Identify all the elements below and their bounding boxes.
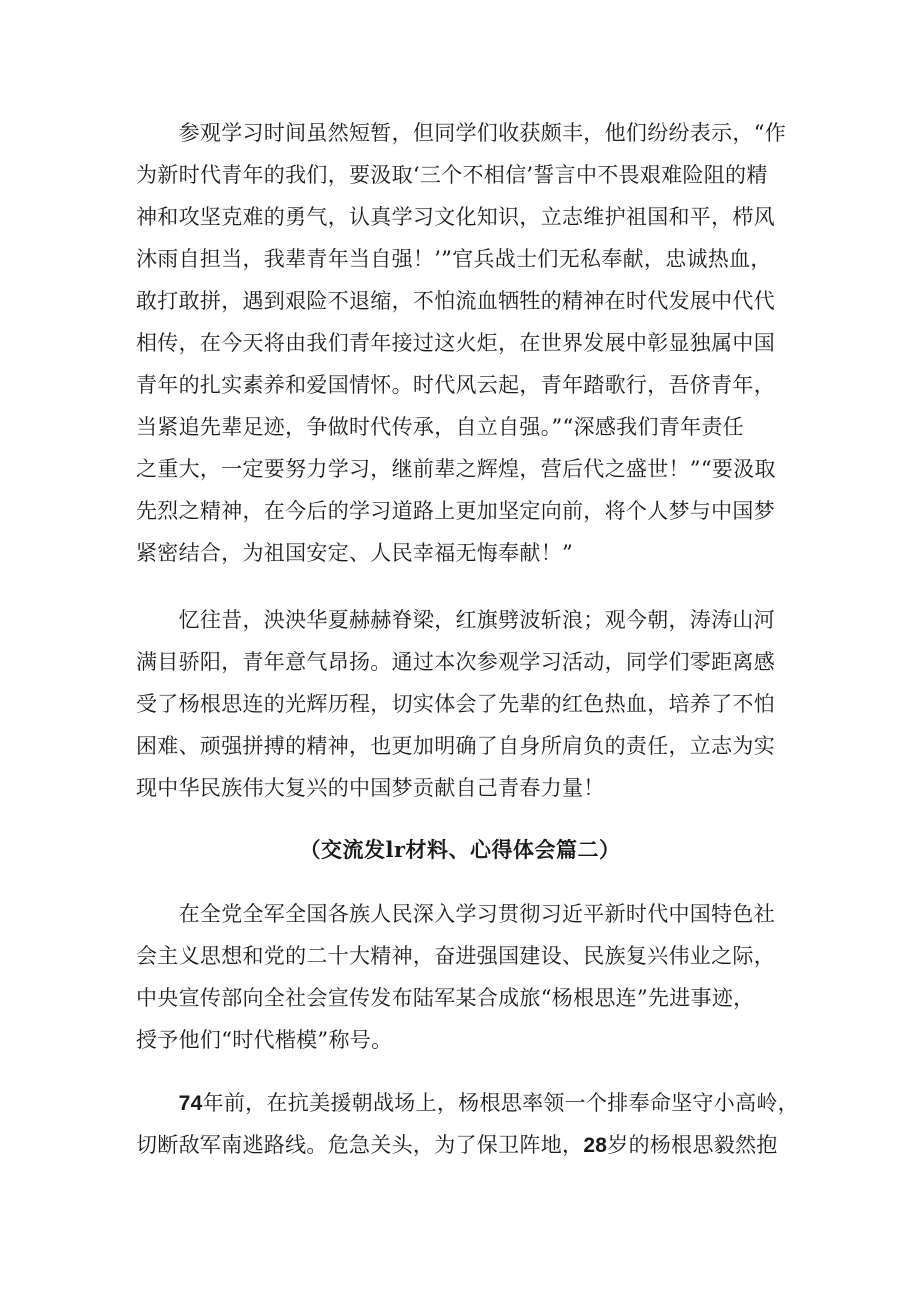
text-line: 之重大，一定要努力学习，继前辈之辉煌，营后代之盛世！”“要汲取: [136, 457, 776, 481]
text-line: 受了杨根思连的光辉历程，切实体会了先辈的红色热血，培养了不怕: [136, 692, 775, 716]
age-number: 28: [583, 1134, 608, 1157]
text-line: 相传，在今天将由我们青年接过这火炬，在世界发展中彰显独属中国: [136, 331, 775, 355]
year-number: 74: [178, 1092, 203, 1115]
text-line: 授予他们“时代楷模”称号。: [136, 1028, 393, 1052]
text-line: 先烈之精神，在今后的学习道路上更加坚定向前，将个人梦与中国梦: [136, 499, 775, 523]
text-line: 困难、顽强拼搏的精神，也更加明确了自身所肩负的责任，立志为实: [136, 734, 775, 758]
text-line: 当紧追先辈足迹，争做时代传承，自立自强。”“深感我们青年责任: [136, 415, 744, 439]
text-line: 沐雨自担当，我辈青年当自强！’”官兵战士们无私奉献，忠诚热血，: [136, 247, 772, 271]
text-segment: 年前，在抗美援朝战场上，杨根思率领一个排奉命坚守小高岭，: [202, 1091, 799, 1115]
text-segment: 岁的杨根思毅然抱: [607, 1133, 778, 1157]
text-line: 青年的扎实素养和爱国情怀。时代风云起，青年踏歌行，吾侪青年，: [136, 373, 775, 397]
paragraph-conclusion: [136, 599, 796, 809]
text-segment: 切断敌军南逃路线。危急关头，为了保卫阵地，: [136, 1133, 584, 1157]
paragraph-history: [136, 1082, 799, 1166]
text-line: [136, 1124, 796, 1166]
text-line: 会主义思想和党的二十大精神，奋进强国建设、民族复兴伟业之际，: [136, 944, 775, 968]
section-heading: （交流发lr材料、心得体会篇二）: [299, 837, 621, 862]
text-line: 忆往昔，泱泱华夏赫赫脊梁，红旗劈波斩浪；观今朝，涛涛山河: [136, 608, 775, 632]
text-line: 满目骄阳，青年意气昂扬。通过本次参观学习活动，同学们零距离感: [136, 650, 775, 674]
text-line: 紧密结合，为祖国安定、人民幸福无悔奉献！”: [136, 541, 574, 565]
text-line: 在全党全军全国各族人民深入学习贯彻习近平新时代中国特色社: [136, 902, 775, 926]
text-line: 中央宣传部向全社会宣传发布陆军某合成旅“杨根思连”先进事迹，: [136, 986, 755, 1010]
text-line: [136, 1082, 799, 1124]
text-line: 神和攻坚克难的勇气，认真学习文化知识，立志维护祖国和平，栉风: [136, 205, 775, 229]
paragraph-visit-reflections: [136, 112, 796, 574]
paragraph-announcement: [136, 893, 796, 1061]
text-line: 为新时代青年的我们，要汲取‘三个不相信’誓言中不畏艰难险阻的精: [136, 163, 768, 187]
text-line: 现中华民族伟大复兴的中国梦贡献自己青春力量！: [136, 776, 605, 800]
text-line: 参观学习时间虽然短暂，但同学们收获颇丰，他们纷纷表示，“作: [136, 121, 787, 145]
text-line: 敢打敢拼，遇到艰险不退缩，不怕流血牺牲的精神在时代发展中代代: [136, 289, 775, 313]
